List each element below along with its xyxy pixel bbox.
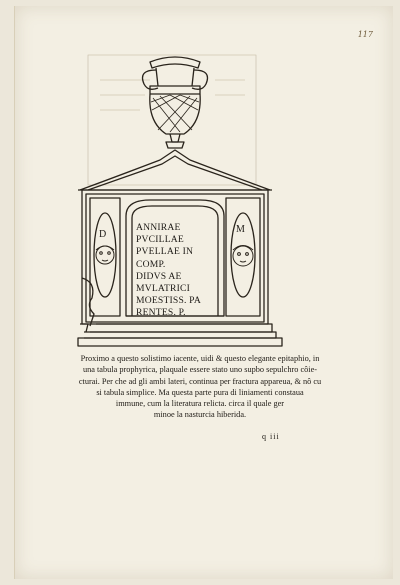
inscription-line: DIDVS AE	[136, 270, 182, 282]
inscription-line: RENTES. P.	[136, 307, 186, 319]
left-face	[96, 246, 114, 264]
text-line: Proximo a questo solistimo iacente, uidi & questo elegante epitaphio, in	[80, 354, 320, 363]
text-line: immune, cum la literatura relicta. circa il quale ger	[115, 399, 285, 409]
body-paragraph	[42, 353, 358, 421]
inscription-line: COMP.	[136, 258, 166, 270]
epitaph-inscription	[136, 222, 228, 320]
inscription-line: ANNIRAE	[136, 222, 181, 233]
inscription-line: MOESTISS. PA	[136, 295, 201, 307]
pediment	[78, 150, 272, 190]
plinth	[78, 324, 282, 346]
inscription-line: PVCILLAE	[136, 234, 184, 246]
right-letter-m: M	[236, 224, 245, 235]
right-face	[233, 246, 253, 267]
show-through-ghost	[88, 55, 256, 185]
inscription-line: MVLATRICI	[136, 283, 191, 295]
signature-mark: q iii	[262, 432, 280, 441]
left-letter-d: D	[99, 229, 107, 240]
folio-number: 117	[357, 30, 373, 39]
text-line: cturai. Per che ad gli ambi lateri, continua per fractura appareua, & nô cu	[78, 376, 322, 386]
text-line: si tabula simplice. Ma questa parte pura di liniamenti constaua	[96, 387, 304, 397]
text-line: minoe la nasturcia hiberida.	[153, 410, 247, 420]
inscription-line: PVELLAE IN	[136, 246, 194, 258]
text-line: una tabula prophyrica, plaquale essere stato uno supbo sepulchro côie-	[82, 365, 318, 375]
urn	[143, 57, 208, 148]
